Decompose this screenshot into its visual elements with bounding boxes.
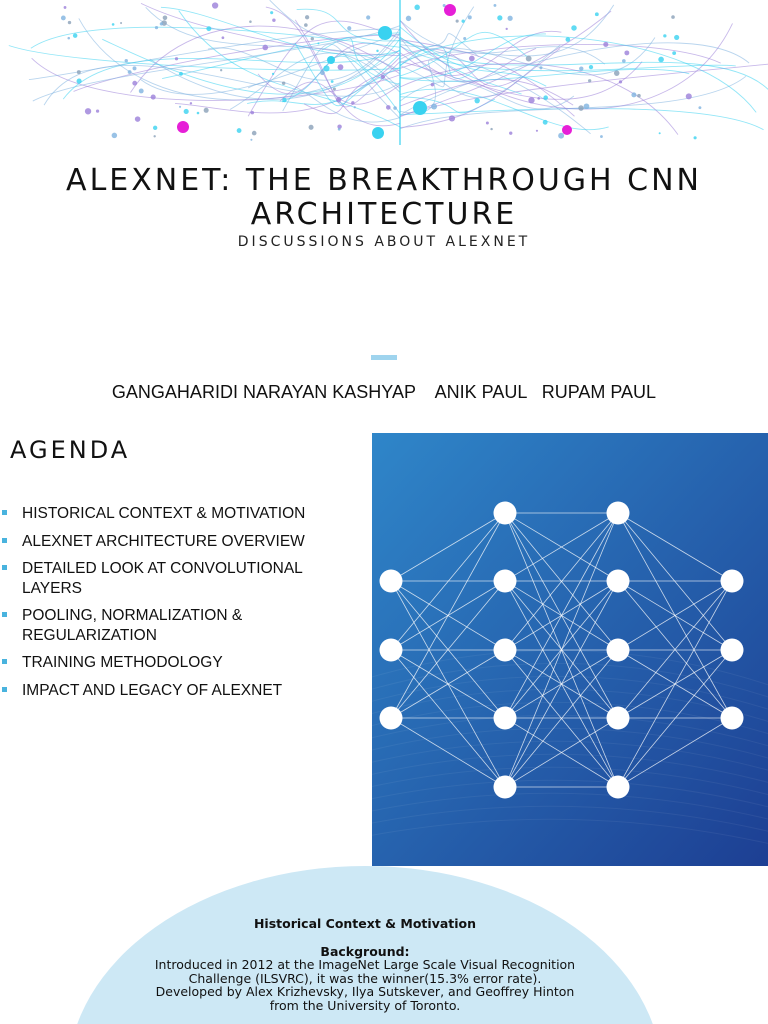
bullet-icon bbox=[2, 538, 7, 543]
presentation-title: ALEXNET: THE BREAKTHROUGH CNN ARCHITECTURE bbox=[66, 163, 702, 232]
agenda-item-label: POOLING, NORMALIZATION & REGULARIZATION bbox=[22, 607, 243, 644]
background-line-2: Developed by Alex Krizhevsky, Ilya Sutskever, and Geoffrey Hinton from the University of Toronto. bbox=[155, 984, 575, 1013]
network-node bbox=[721, 570, 744, 593]
history-slide bbox=[0, 866, 768, 1024]
network-node bbox=[607, 570, 630, 593]
agenda-list bbox=[0, 504, 340, 708]
network-node bbox=[607, 707, 630, 730]
list-item bbox=[0, 681, 340, 701]
network-node bbox=[494, 639, 517, 662]
bullet-icon bbox=[2, 510, 7, 515]
bullet-icon bbox=[2, 565, 7, 570]
list-item bbox=[0, 653, 340, 673]
network-node bbox=[494, 776, 517, 799]
agenda-heading: AGENDA bbox=[10, 436, 131, 464]
agenda-item-label: TRAINING METHODOLOGY bbox=[22, 654, 223, 671]
network-node bbox=[380, 639, 403, 662]
bullet-icon bbox=[2, 659, 7, 664]
network-node bbox=[494, 570, 517, 593]
list-item bbox=[0, 559, 340, 598]
network-node bbox=[494, 707, 517, 730]
history-text bbox=[150, 917, 580, 1012]
agenda-item-label: IMPACT AND LEGACY OF ALEXNET bbox=[22, 681, 283, 699]
list-item bbox=[0, 504, 340, 524]
background-line-1: Introduced in 2012 at the ImageNet Large Scale Visual Recognition Challenge (ILSVRC), it was the winner(15.3% error rate). bbox=[154, 957, 576, 986]
network-node bbox=[494, 502, 517, 525]
bullet-icon bbox=[2, 687, 7, 692]
background-subheading: Background: bbox=[320, 943, 410, 959]
agenda-slide bbox=[0, 432, 768, 866]
network-node bbox=[607, 776, 630, 799]
neural-lines-banner bbox=[0, 0, 768, 150]
agenda-item-label: ALEXNET ARCHITECTURE OVERVIEW bbox=[22, 532, 305, 550]
presentation-subtitle: DISCUSSIONS ABOUT ALEXNET bbox=[237, 234, 531, 250]
list-item bbox=[0, 606, 340, 645]
neural-network-illustration bbox=[372, 433, 768, 866]
network-node bbox=[721, 707, 744, 730]
title-slide bbox=[0, 0, 768, 432]
author-names: GANGAHARIDI NARAYAN KASHYAP ANIK PAUL RUPAM PAUL bbox=[111, 382, 657, 402]
accent-divider bbox=[371, 355, 397, 360]
network-node bbox=[721, 639, 744, 662]
network-node bbox=[607, 639, 630, 662]
agenda-item-label: DETAILED LOOK AT CONVOLUTIONAL LAYERS bbox=[22, 560, 303, 597]
agenda-item-label: HISTORICAL CONTEXT & MOTIVATION bbox=[22, 505, 306, 522]
network-node bbox=[380, 570, 403, 593]
list-item bbox=[0, 532, 340, 552]
history-heading: Historical Context & Motivation bbox=[253, 916, 477, 931]
network-node bbox=[380, 707, 403, 730]
bullet-icon bbox=[2, 612, 7, 617]
network-node bbox=[607, 502, 630, 525]
